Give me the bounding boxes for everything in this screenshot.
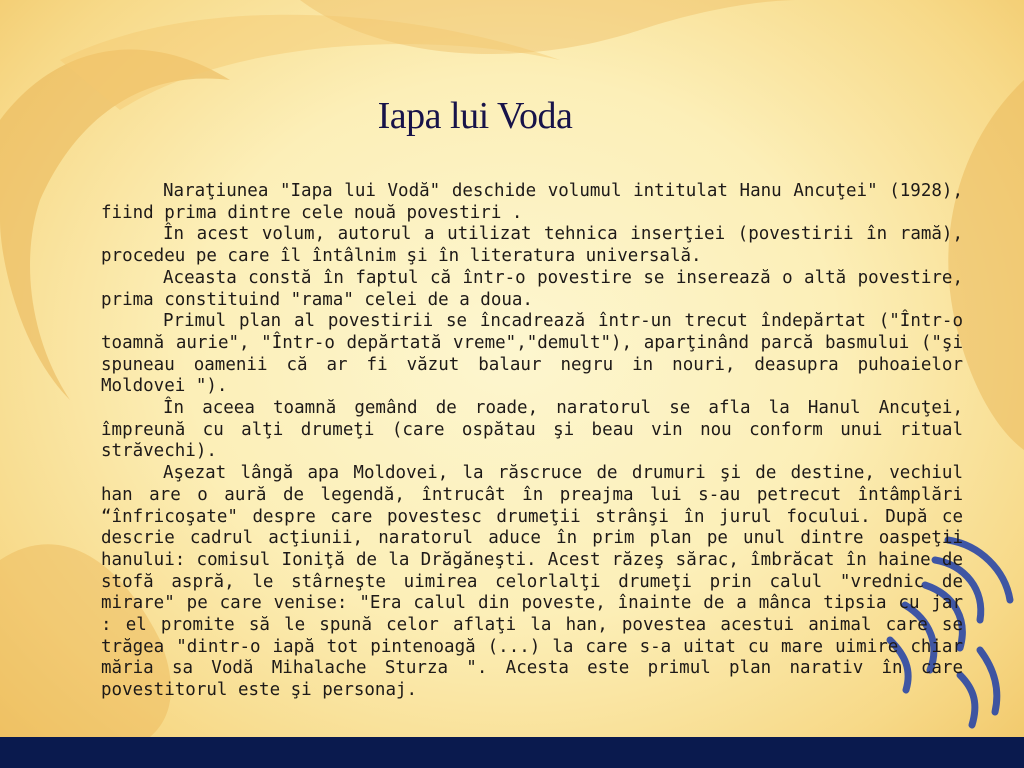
paragraph: Primul plan al povestirii se încadrează într-un trecut îndepărtat ("Într-o toamnă aurie", "Într-o depărtată vreme","demult"), aparţinând parcă basmului ("şi spuneau oamenii că ar fi văzut balaur negru in nouri, deasupra puhoaielor Moldovei "). bbox=[101, 311, 963, 397]
paragraph: Naraţiunea "Iapa lui Vodă" deschide volumul intitulat Hanu Ancuţei" (1928), fiind prima dintre cele nouă povestiri . bbox=[101, 181, 963, 223]
paragraph: Aşezat lângă apa Moldovei, la răscruce de drumuri şi de destine, vechiul han are o aură de legendă, întrucât în preajma lui s-au petrecut întâmplări “înfricoşate" despre care povestesc drumeţii strânşi în jurul focului. După ce descrie cadrul acţiunii, naratorul aduce în prim plan pe unul dintre oaspeţii hanului: comisul Ioniţă de la Drăgăneşti. Acest răzeş sărac, îmbrăcat în haine de stofă aspră, le stârneşte uimirea celorlalţi drumeţi prin calul "vrednic de mirare" pe care venise: "Era calul din poveste, înainte de a mânca tipsia cu jar : el promite să le spună celor aflaţi la han, povestea acestui animal care se trăgea "dintr-o iapă tot pintenoagă (...) la care s-a uitat cu mare uimire chiar măria sa Vodă Mihalache Sturza ". Acesta este primul plan narativ în care povestitorul este şi personaj. bbox=[101, 463, 963, 701]
slide-title: Iapa lui Voda bbox=[377, 95, 573, 137]
paragraph: Aceasta constă în faptul că într-o povestire se inserează o altă povestire, prima constituind "rama" celei de a doua. bbox=[101, 267, 963, 310]
paragraph: În acest volum, autorul a utilizat tehnica inserţiei (povestirii în ramă), procedeu pe care îl întâlnim şi în literatura universală. bbox=[101, 224, 963, 267]
slide-body bbox=[101, 181, 963, 702]
paragraph: În aceea toamnă gemând de roade, naratorul se afla la Hanul Ancuţei, împreună cu alţi drumeţi (care ospătau şi beau vin nou conform unui ritual străvechi). bbox=[101, 398, 963, 462]
footer-bar bbox=[0, 737, 1024, 768]
